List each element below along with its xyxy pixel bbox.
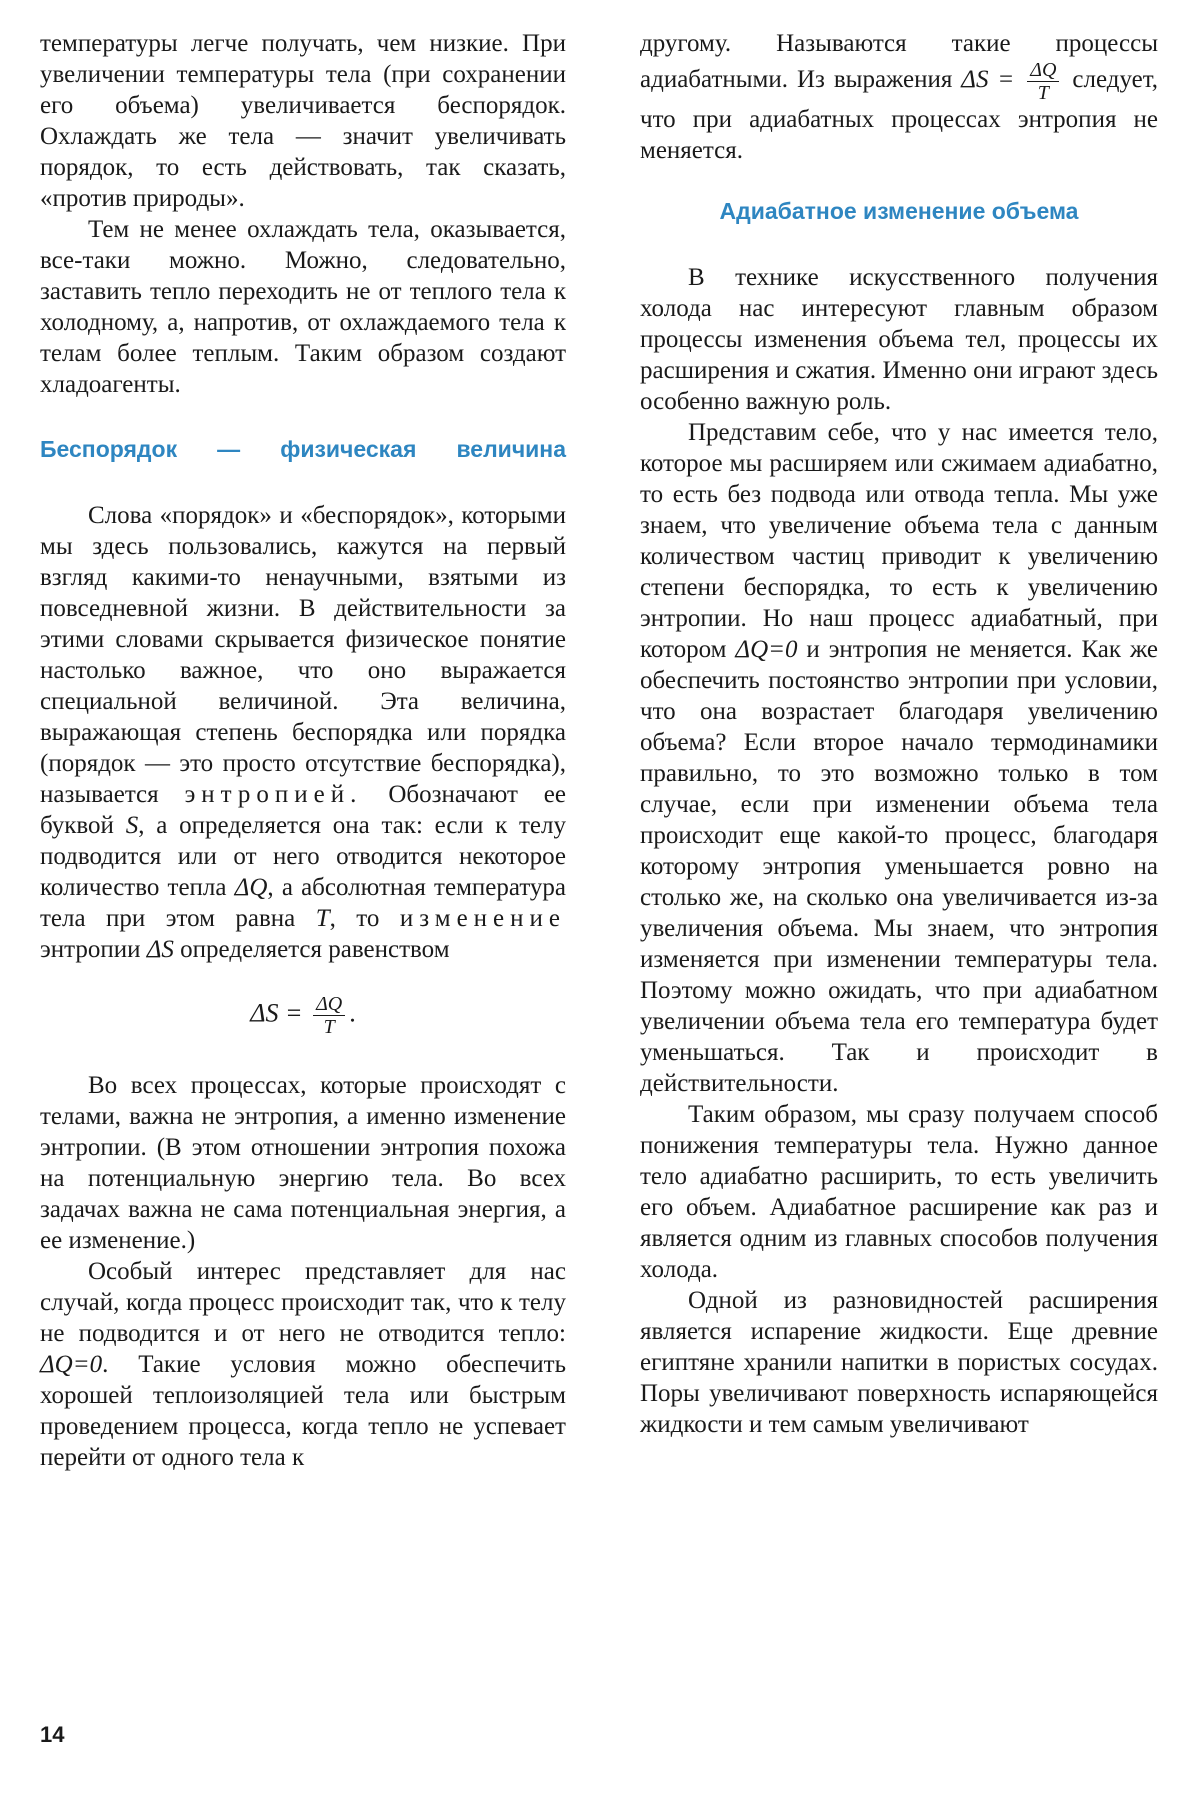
symbol-dQ: ΔQ [234,874,268,901]
text-fragment: , то [329,905,380,932]
paragraph: Во всех процессах, которые происходят с телами, важна не энтропия, а именно изменение энтропии. (В этом отношении энтропия похожа на потенциальную энергию тела. Во всех задачах важна не сама потенциальная энергия, а ее изменение.) [40,1072,566,1254]
formula-numerator: ΔQ [1027,59,1059,82]
term-change: изменение [399,905,566,932]
formula-lhs: ΔS = [250,998,303,1028]
paragraph [640,417,1158,1099]
text-fragment: следует, что при адиабатных процессах энтропия не меняется. [640,66,1159,164]
text-fragment: энтропии [40,936,141,963]
formula-denominator: T [323,1016,335,1038]
symbol-T: T [315,905,330,932]
text-fragment: . Такие условия можно обеспечить хорошей теплоизоляцией тела или быстрым проведением процесса, когда тепло не успевает перейти от одного тела к [40,1351,566,1471]
formula-fraction [1027,59,1059,104]
left-column [40,28,566,1473]
text-fragment: Слова «порядок» и «беспорядок», которыми мы здесь пользовались, кажутся на первый взгляд какими-то ненаучными, взятыми из повседневной жизни. В действительности за этими словами скрывается физическое понятие настолько важное, что оно выражается специальной величиной. Эта величина, выражающая степень беспорядка или порядка (порядок — это просто отсутствие беспорядка), называется [40,502,566,808]
paragraph-entropy-definition [40,500,566,965]
text-fragment: определяется равенством [180,936,450,963]
inline-formula: ΔQ=0 [40,1351,103,1378]
paragraph: Одной из разновидностей расширения является испарение жидкости. Еще древние египтяне хранили напитки в пористых сосудах. Поры увеличивают поверхность испаряющейся жидкости и тем самым увеличивают [640,1287,1158,1438]
text-fragment: , а определяется она так: если к телу подводится или от него отводится некоторое количество тепла [40,812,567,901]
text-fragment: , а абсолютная температура тела при этом равна [40,874,567,932]
paragraph: Тем не менее охлаждать тела, оказывается, все-таки можно. Можно, следовательно, заставить тепло переходить не от теплого тела к холодному, а, напротив, от охлаждаемого тела к телам более теплым. Таким образом создают хладоагенты. [40,216,566,398]
symbol-dS: ΔS [146,936,174,963]
entropy-formula [40,993,566,1038]
paragraph: Таким образом, мы сразу получаем способ понижения температуры тела. Нужно данное тело адиабатно расширить, то есть увеличить его объем. Адиабатное расширение как раз и является одним из главных способов получения холода. [640,1101,1158,1283]
text-fragment: другому. Называются такие процессы адиабатными. Из выражения [640,30,1158,94]
section-heading: Беспорядок — физическая величина [40,436,566,462]
paragraph [640,28,1158,166]
formula-denominator: T [1037,82,1049,104]
paragraph: температуры легче получать, чем низкие. При увеличении температуры тела (при сохранении его объема) увеличивается беспорядок. Охлаждать же тела — значит увеличивать порядок, то есть действовать, так сказать, «против природы». [40,30,566,212]
page-number: 14 [40,1722,65,1747]
formula-period: . [349,998,356,1028]
text-fragment: Представим себе, что у нас имеется тело, которое мы расширяем или сжимаем адиабатно, то есть без подвода или отвода тепла. Мы уже знаем, что увеличение объема тела с данным количеством частиц приводит к увеличению степени беспорядка, то есть к увеличению энтропии. Но наш процесс адиабатный, при котором [640,419,1158,663]
formula-fraction [313,993,345,1038]
text-fragment: и энтропия не меняется. Как же обеспечить постоянство энтропии при условии, что она возрастает благодаря увеличению объема? Если второе начало термодинамики правильно, то это возможно только в том случае, если при изменении объема тела происходит еще какой-то процесс, благодаря которому энтропия уменьшается ровно на столько же, на сколько она увеличивается из-за увеличения объема. Мы знаем, что энтропия изменяется при изменении температуры тела. Поэтому можно ожидать, что при адиабатном увеличении объема тела его температура будет уменьшаться. Так и происходит в действительности. [640,636,1158,1097]
formula-numerator: ΔQ [313,993,345,1016]
section-heading: Адиабатное изменение объема [719,198,1079,224]
text-fragment: Особый интерес представляет для нас случай, когда процесс происходит так, что к телу не подводится и от него не отводится тепло: [40,1258,566,1347]
formula-lhs: ΔS = [961,66,1015,94]
right-column [640,28,1158,1440]
inline-formula: ΔQ=0 [735,636,798,663]
paragraph: В технике искусственного получения холода нас интересуют главным образом процессы изменения объема тел, процессы их расширения и сжатия. Именно они играют здесь особенно важную роль. [640,264,1158,415]
text-fragment: Обозначают ее буквой [40,781,566,839]
paragraph [40,1256,566,1473]
symbol-S: S [125,812,139,839]
term-entropy: энтропией. [184,781,363,808]
